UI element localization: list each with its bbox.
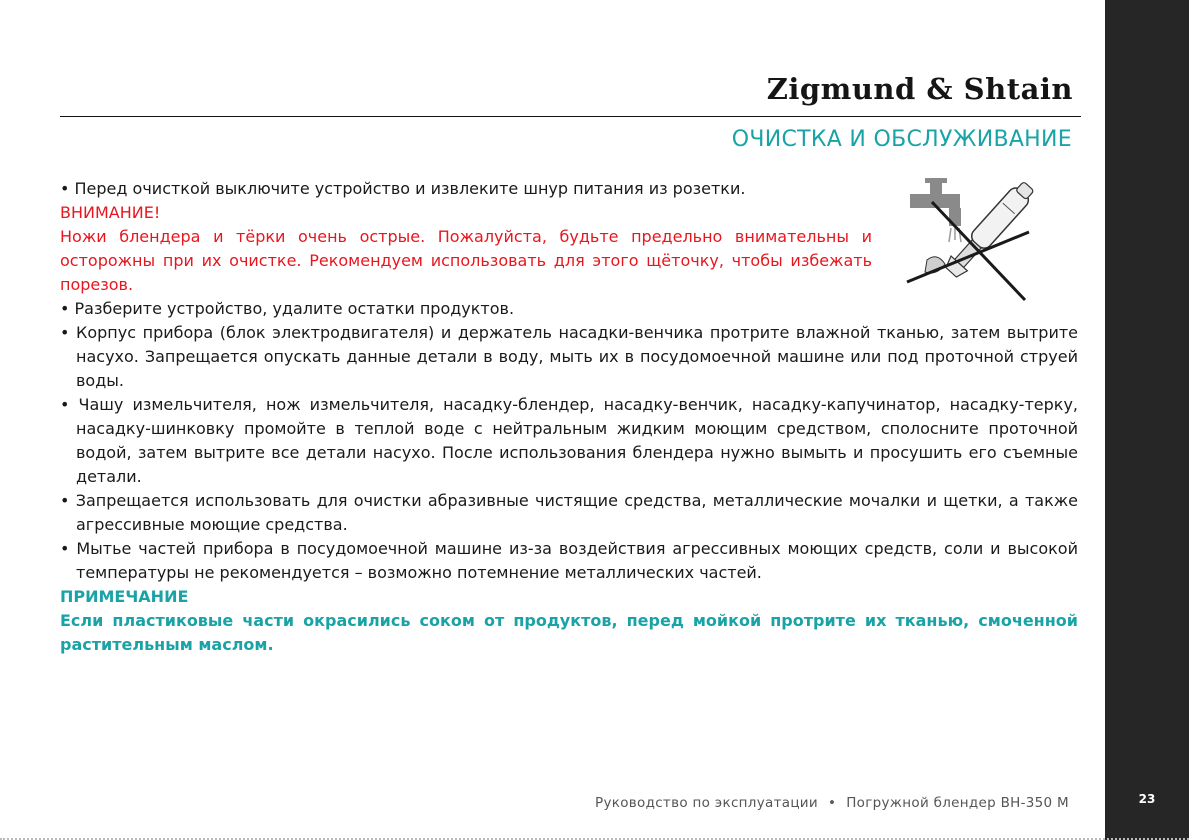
footer-product: Погружной блендер BH-350 M	[846, 795, 1069, 811]
page-side-bar	[1105, 0, 1189, 840]
warning-text: Ножи блендера и тёрки очень острые. Пожалуйста, будьте предельно внимательны и осторожны при их очистке. Рекомендуем использовать для этого щёточку, чтобы избежать порезов.	[60, 227, 872, 294]
paragraph-attachments: • Чашу измельчителя, нож измельчителя, насадку-блендер, насадку-венчик, насадку-капучинатор, насадку-терку, насадку-шинковку промойте в теплой воде с нейтральным жидким моющим средством, сполосните проточной водой, затем вытрите все детали насухо. После использования блендера нужно вымыть и просушить его съемные детали.	[60, 395, 1078, 486]
note-heading: ПРИМЕЧАНИЕ	[60, 587, 189, 606]
page-number: 23	[1138, 792, 1156, 806]
section-title: ОЧИСТКА И ОБСЛУЖИВАНИЕ	[731, 127, 1072, 152]
footer-manual: Руководство по эксплуатации	[595, 795, 818, 811]
paragraph-abrasives: • Запрещается использовать для очистки абразивные чистящие средства, металлические мочалки и щетки, а также агрессивные моющие средства.	[60, 491, 1078, 534]
paragraph-unplug: • Перед очисткой выключите устройство и извлеките шнур питания из розетки.	[60, 179, 746, 198]
brand-logo: Zigmund & Shtain	[766, 72, 1073, 106]
warning-heading: ВНИМАНИЕ!	[60, 203, 161, 222]
paragraph-disassemble: • Разберите устройство, удалите остатки продуктов.	[60, 299, 515, 318]
paragraph-motor-body: • Корпус прибора (блок электродвигателя) и держатель насадки-венчика протрите влажной тканью, затем вытрите насухо. Запрещается опускать данные детали в воду, мыть их в посудомоечной машине или под проточной струей воды.	[60, 323, 1078, 390]
note-text: Если пластиковые части окрасились соком от продуктов, перед мойкой протрите их тканью, смоченной растительным маслом.	[60, 611, 1078, 654]
header-divider	[60, 116, 1081, 117]
main-content	[60, 177, 1078, 657]
bottom-dotted-border	[0, 836, 1189, 840]
footer-separator: •	[827, 795, 837, 811]
paragraph-dishwasher: • Мытье частей прибора в посудомоечной машине из-за воздействия агрессивных моющих средств, соли и высокой температуры не рекомендуется – возможно потемнение металлических частей.	[60, 539, 1078, 582]
page-footer	[595, 795, 1069, 811]
